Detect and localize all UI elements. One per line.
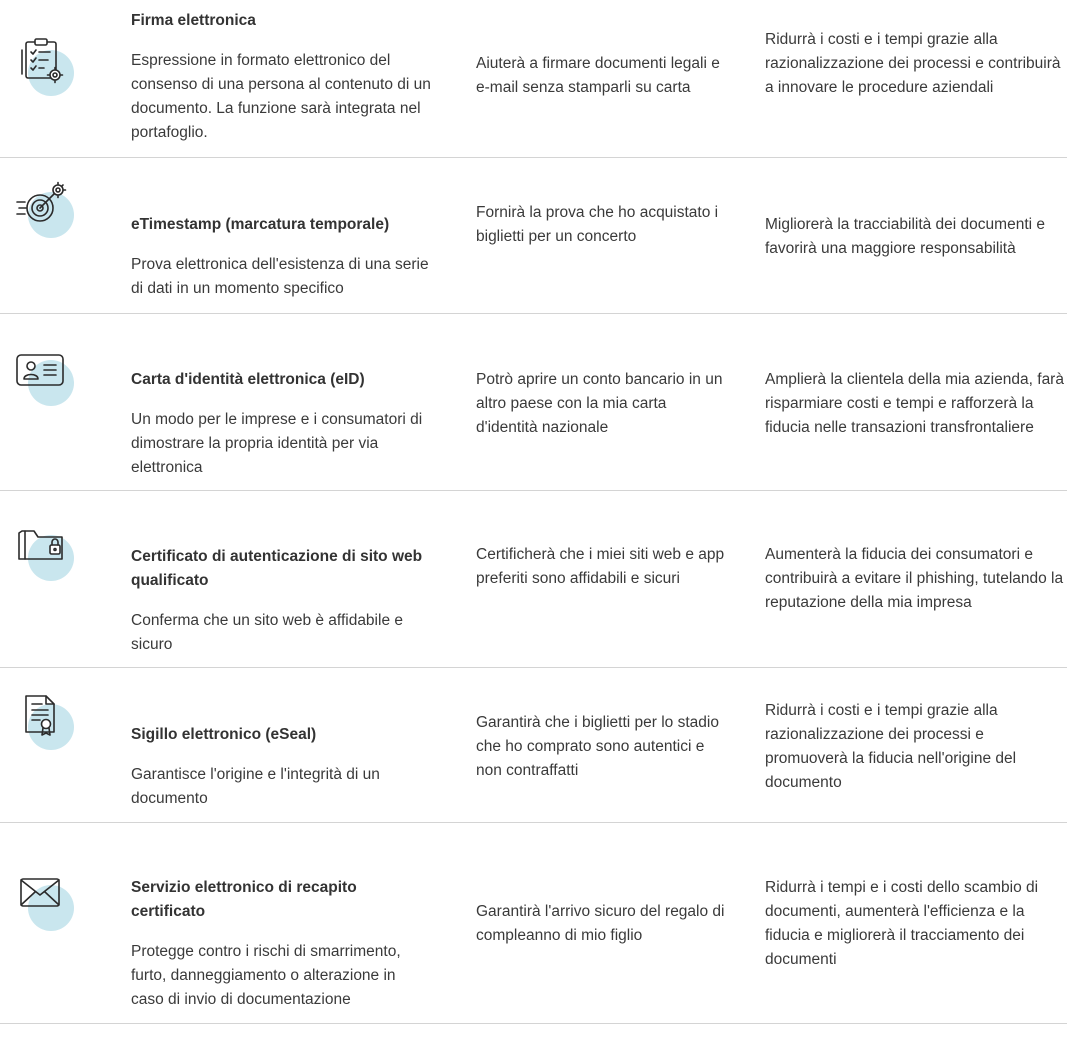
service-example: Garantirà l'arrivo sicuro del regalo di compleanno di mio figlio: [476, 903, 725, 944]
table-row: [0, 823, 1067, 1024]
table-row: [0, 491, 1067, 668]
service-benefit: Migliorerà la tracciabilità dei documenti e favorirà una maggiore responsabilità: [765, 216, 1045, 257]
table-row: [0, 314, 1067, 491]
id-card-icon: [16, 348, 76, 408]
service-example: Potrò aprire un conto bancario in un altro paese con la mia carta d'identità nazionale: [476, 371, 723, 436]
service-example: Aiuterà a firmare documenti legali e e-mail senza stamparli su carta: [476, 55, 720, 96]
service-title: eTimestamp (marcatura temporale): [131, 216, 390, 233]
clipboard-checklist-gear-icon: [16, 38, 76, 98]
target-gear-icon: [16, 180, 76, 240]
table-row: [0, 0, 1067, 158]
service-benefit: Aumenterà la fiducia dei consumatori e contribuirà a evitare il phishing, tutelando la reputazione della mia impresa: [765, 546, 1064, 611]
service-description: Un modo per le imprese e i consumatori di dimostrare la propria identità per via elettronica: [131, 411, 423, 476]
service-title: Certificato di autenticazione di sito web qualificato: [131, 548, 423, 589]
service-title: Carta d'identità elettronica (eID): [131, 371, 365, 388]
service-example: Garantirà che i biglietti per lo stadio che ho comprato sono autentici e non contraffatti: [476, 714, 719, 779]
certificate-seal-icon: [16, 692, 76, 752]
service-benefit: Amplierà la clientela della mia azienda, farà risparmiare costi e tempi e rafforzerà la fiducia nelle transazioni transfrontaliere: [765, 371, 1064, 436]
table-row: [0, 668, 1067, 823]
service-description: Prova elettronica dell'esistenza di una serie di dati in un momento specifico: [131, 256, 429, 297]
service-benefit: Ridurrà i tempi e i costi dello scambio di documenti, aumenterà l'efficienza e la fiducia e migliorerà il tracciamento dei documenti: [765, 879, 1039, 968]
service-title: Sigillo elettronico (eSeal): [131, 726, 317, 743]
service-benefit: Ridurrà i costi e i tempi grazie alla razionalizzazione dei processi e contribuirà a innovare le procedure aziendali: [765, 31, 1061, 96]
service-title: Firma elettronica: [131, 12, 256, 29]
service-description: Espressione in formato elettronico del consenso di una persona al contenuto di un documento. La funzione sarà integrata nel portafoglio.: [131, 52, 431, 141]
table-row: [0, 158, 1067, 314]
service-title: Servizio elettronico di recapito certificato: [131, 879, 357, 920]
folder-lock-icon: [16, 523, 76, 583]
envelope-icon: [16, 873, 76, 933]
service-description: Conferma che un sito web è affidabile e sicuro: [131, 612, 403, 653]
service-example: Fornirà la prova che ho acquistato i biglietti per un concerto: [476, 204, 719, 245]
service-benefit: Ridurrà i costi e i tempi grazie alla razionalizzazione dei processi e promuoverà la fiducia nell'origine del documento: [765, 702, 1017, 791]
service-example: Certificherà che i miei siti web e app preferiti sono affidabili e sicuri: [476, 546, 725, 587]
service-description: Garantisce l'origine e l'integrità di un documento: [131, 766, 380, 807]
service-description: Protegge contro i rischi di smarrimento, furto, danneggiamento o alterazione in caso di invio di documentazione: [131, 943, 401, 1008]
